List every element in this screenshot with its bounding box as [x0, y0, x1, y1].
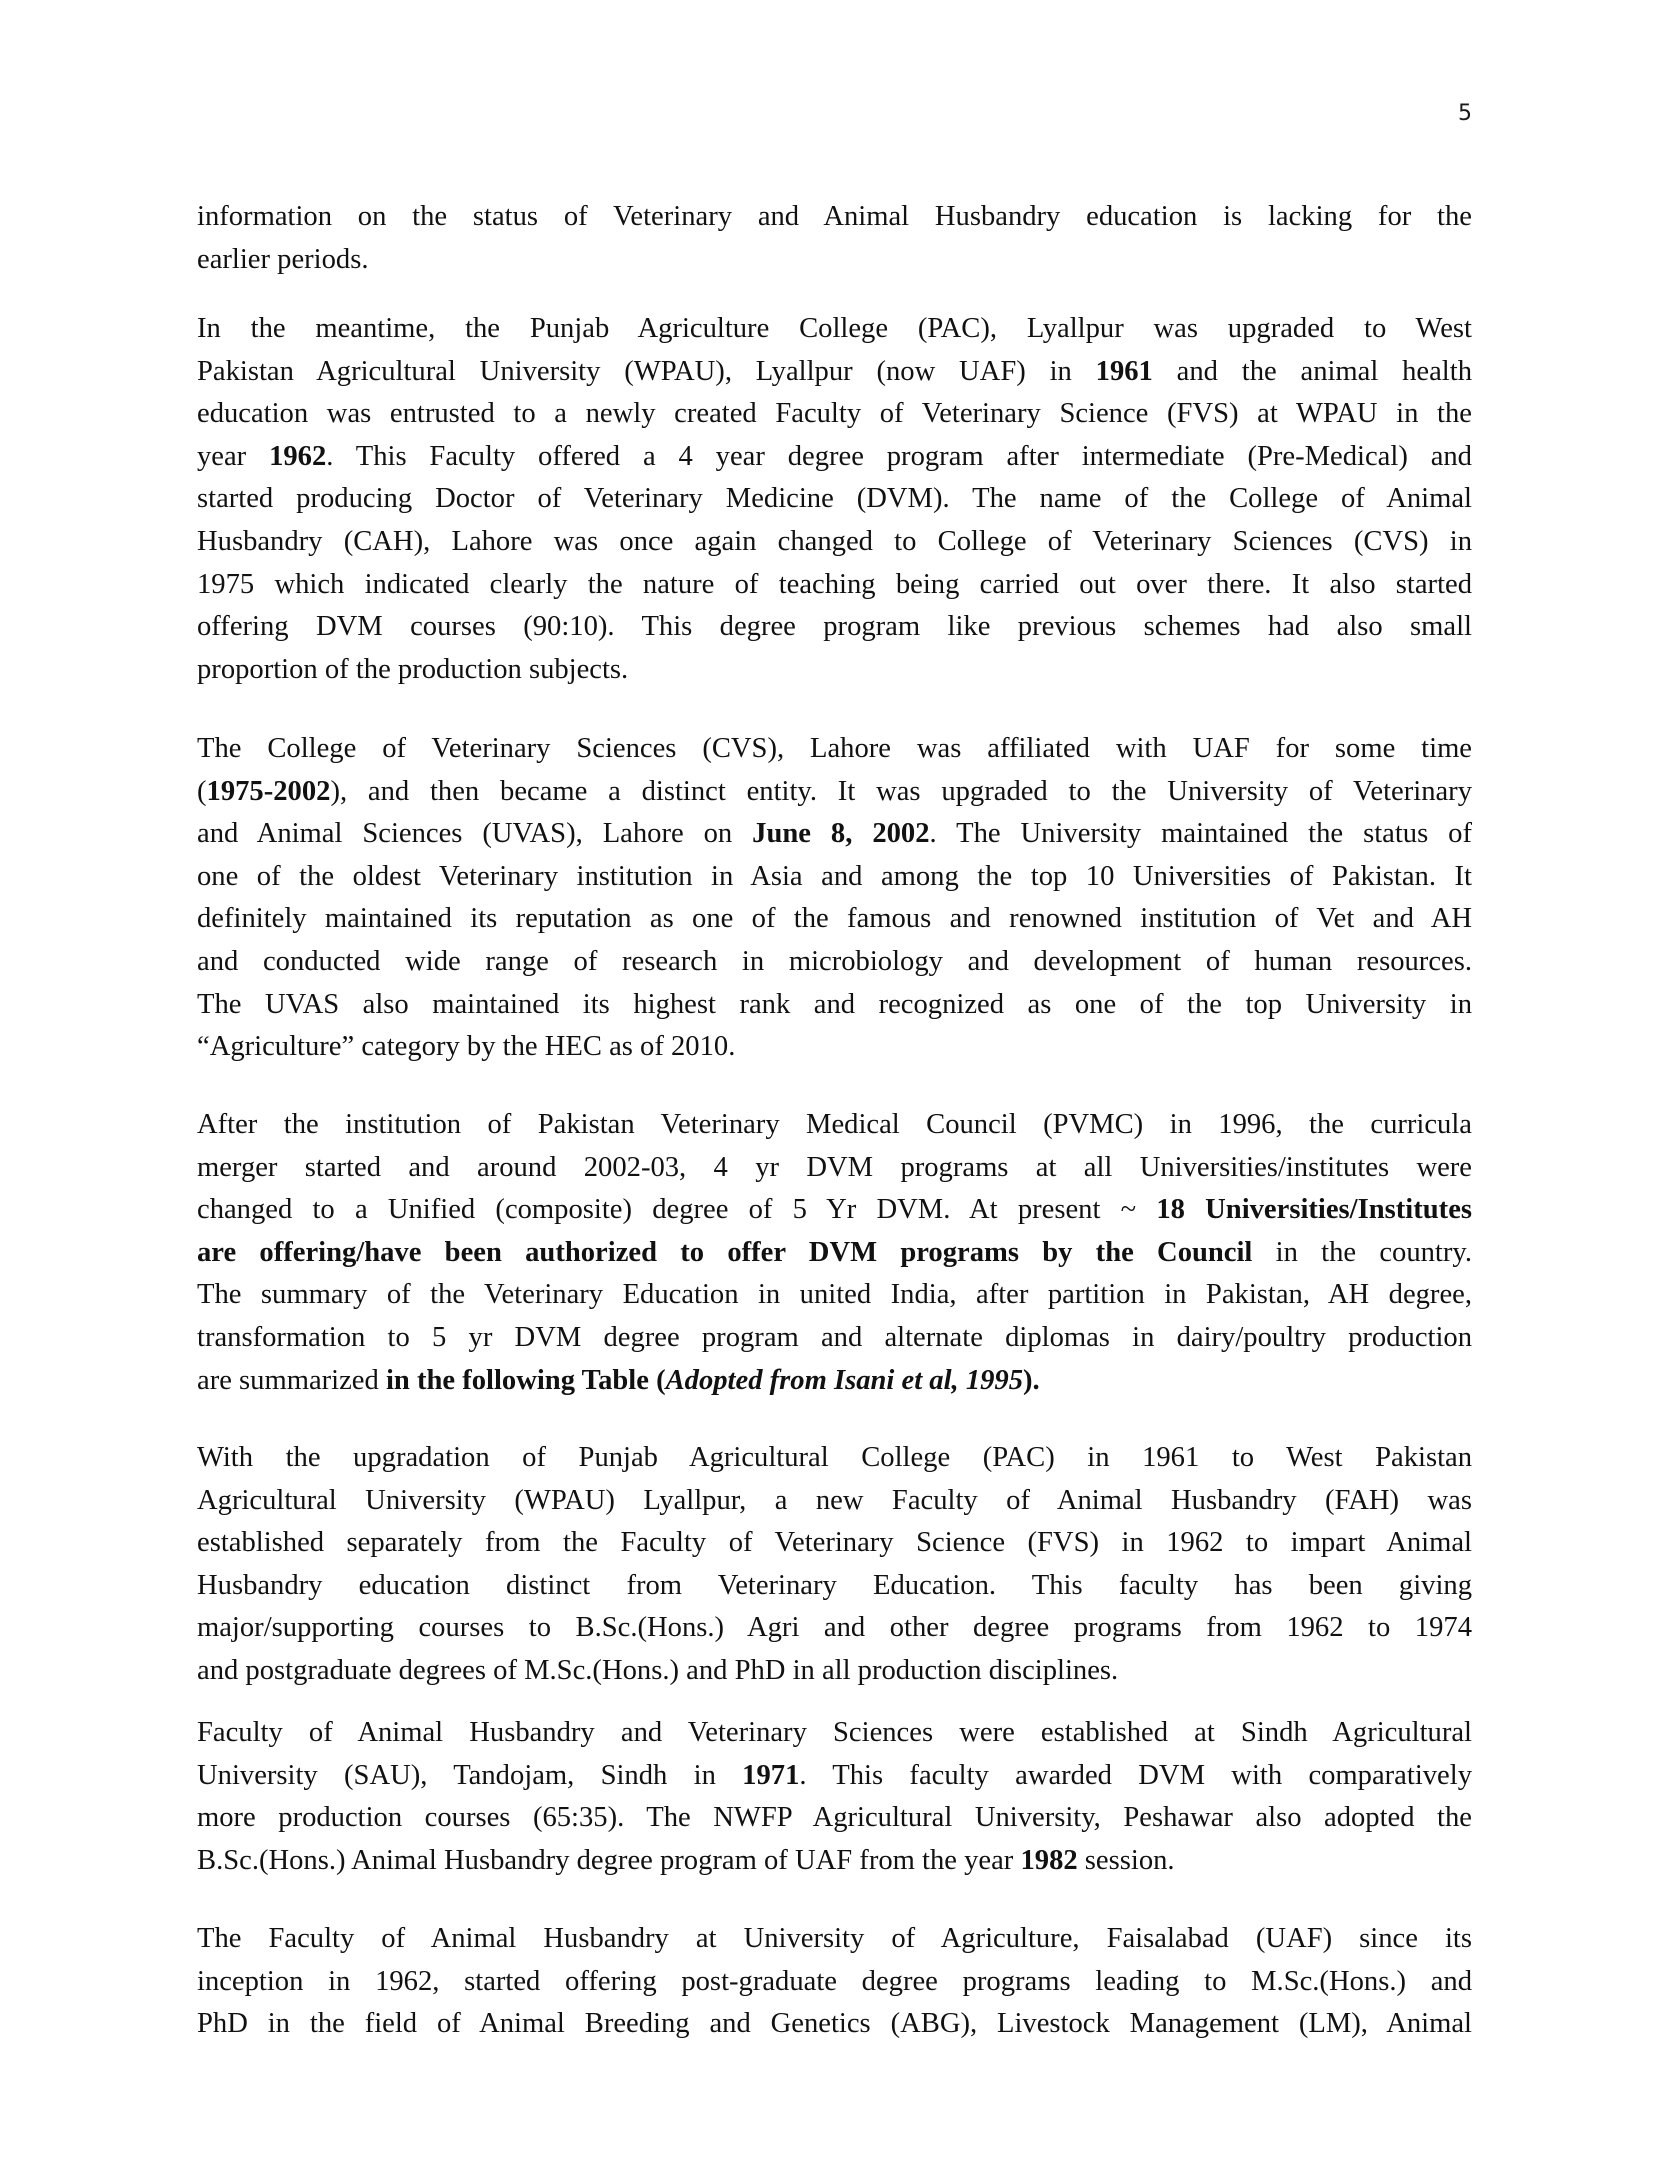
text-run: education was entrusted to a newly created Faculty of Veterinary Science (FVS) at WPAU in the	[197, 398, 1472, 430]
bold-text: in the following Table (	[385, 1364, 666, 1396]
bold-text: ).	[1023, 1364, 1040, 1396]
text-line	[197, 478, 1472, 521]
text-line	[197, 649, 1472, 692]
text-run: With the upgradation of Punjab Agricultural College (PAC) in 1961 to West Pakistan	[197, 1442, 1472, 1473]
text-run: In the meantime, the Punjab Agriculture College (PAC), Lyallpur was upgraded to West	[197, 313, 1472, 344]
page-number: 5	[1458, 101, 1472, 126]
bold-text: 1982	[1020, 1844, 1078, 1876]
text-run: more production courses (65:35). The NWFP Agricultural University, Peshawar also adopted the	[197, 1802, 1472, 1834]
text-line	[197, 1147, 1472, 1190]
text-run: started producing Doctor of Veterinary Medicine (DVM). The name of the College of Animal	[197, 483, 1472, 515]
paragraph	[197, 1918, 1472, 2046]
text-run: University (SAU), Tandojam, Sindh in	[197, 1759, 743, 1791]
text-run: are summarized	[197, 1364, 386, 1396]
text-run: . The University maintained the status of	[929, 818, 1472, 850]
text-line	[197, 1840, 1472, 1883]
paragraph	[197, 1104, 1472, 1402]
bold-italic-text: Adopted from Isani et al, 1995	[665, 1364, 1024, 1396]
text-line	[197, 856, 1472, 899]
text-line	[197, 351, 1472, 394]
text-line	[197, 1232, 1472, 1275]
bold-text: June 8, 2002	[752, 818, 930, 850]
text-line	[197, 1480, 1472, 1523]
text-run: session.	[1077, 1844, 1175, 1876]
text-line	[197, 1360, 1472, 1403]
text-run: and conducted wide range of research in microbiology and development of human resources.	[197, 945, 1472, 977]
text-line	[197, 2003, 1472, 2046]
text-run: 1975 which indicated clearly the nature of teaching being carried out over there. It also started	[197, 568, 1472, 600]
bold-text: 1961	[1095, 355, 1153, 387]
text-line	[197, 196, 1472, 239]
text-line	[197, 898, 1472, 941]
bold-text: are offering/have been authorized to offer DVM programs by the Council	[197, 1236, 1253, 1268]
text-run: transformation to 5 yr DVM degree program and alternate diplomas in dairy/poultry production	[197, 1321, 1472, 1353]
text-line	[197, 1317, 1472, 1360]
text-run: After the institution of Pakistan Veterinary Medical Council (PVMC) in 1996, the curricula	[197, 1109, 1472, 1140]
text-run: established separately from the Faculty of Veterinary Science (FVS) in 1962 to impart Animal	[197, 1527, 1472, 1559]
text-run: PhD in the field of Animal Breeding and Genetics (ABG), Livestock Management (LM), Animal	[197, 2008, 1472, 2040]
text-run: offering DVM courses (90:10). This degree program like previous schemes had also small	[197, 611, 1472, 643]
text-run: in the country.	[1252, 1236, 1472, 1268]
text-run: The UVAS also maintained its highest rank and recognized as one of the top University in	[197, 988, 1472, 1020]
paragraph	[197, 196, 1472, 281]
text-run: Husbandry (CAH), Lahore was once again changed to College of Veterinary Sciences (CVS) in	[197, 525, 1472, 557]
text-run: (	[197, 775, 207, 807]
text-line	[197, 1650, 1472, 1693]
text-line	[197, 1104, 1472, 1147]
text-line	[197, 984, 1472, 1027]
text-line	[197, 1437, 1472, 1480]
paragraph	[197, 308, 1472, 691]
text-run: . This faculty awarded DVM with comparatively	[799, 1759, 1472, 1791]
text-line	[197, 606, 1472, 649]
text-line	[197, 1797, 1472, 1840]
text-run: Faculty of Animal Husbandry and Veterinary Sciences were established at Sindh Agricultural	[197, 1717, 1472, 1748]
text-run: Agricultural University (WPAU) Lyallpur, a new Faculty of Animal Husbandry (FAH) was	[197, 1484, 1472, 1516]
text-run: proportion of the production subjects.	[197, 653, 629, 685]
text-run: B.Sc.(Hons.) Animal Husbandry degree program of UAF from the year	[197, 1844, 1021, 1876]
text-run: major/supporting courses to B.Sc.(Hons.) Agri and other degree programs from 1962 to 1974	[197, 1612, 1472, 1644]
text-line	[197, 1755, 1472, 1798]
text-run: and Animal Sciences (UVAS), Lahore on	[197, 818, 753, 850]
text-run: and postgraduate degrees of M.Sc.(Hons.) and PhD in all production disciplines.	[197, 1654, 1119, 1686]
bold-text: 1962	[269, 440, 327, 472]
text-line	[197, 1961, 1472, 2004]
text-run: changed to a Unified (composite) degree of 5 Yr DVM. At present ~	[197, 1194, 1157, 1226]
text-run: Pakistan Agricultural University (WPAU), Lyallpur (now UAF) in	[197, 355, 1096, 387]
text-run: earlier periods.	[197, 243, 369, 275]
text-line	[197, 1712, 1472, 1755]
text-run: one of the oldest Veterinary institution in Asia and among the top 10 Universities of Pakistan. It	[197, 860, 1472, 892]
text-run: ), and then became a distinct entity. It was upgraded to the University of Veterinary	[330, 775, 1472, 807]
text-line	[197, 813, 1472, 856]
text-line	[197, 308, 1472, 351]
bold-text: 18 Universities/Institutes	[1156, 1194, 1473, 1226]
text-line	[197, 1274, 1472, 1317]
text-line	[197, 1918, 1472, 1961]
paragraph	[197, 1712, 1472, 1882]
text-run: Husbandry education distinct from Veterinary Education. This faculty has been giving	[197, 1569, 1472, 1601]
bold-text: 1971	[742, 1759, 800, 1791]
text-run: The summary of the Veterinary Education in united India, after partition in Pakistan, AH degree,	[197, 1279, 1472, 1311]
text-run: The College of Veterinary Sciences (CVS), Lahore was affiliated with UAF for some time	[197, 733, 1472, 764]
text-run: merger started and around 2002-03, 4 yr DVM programs at all Universities/institutes were	[197, 1151, 1472, 1183]
text-run: information on the status of Veterinary and Animal Husbandry education is lacking for the	[197, 201, 1472, 232]
text-line	[197, 771, 1472, 814]
text-line	[197, 436, 1472, 479]
text-run: . This Faculty offered a 4 year degree program after intermediate (Pre-Medical) and	[326, 440, 1472, 472]
text-run: definitely maintained its reputation as one of the famous and renowned institution of Vet and AH	[197, 903, 1472, 935]
text-line	[197, 728, 1472, 771]
text-run: year	[197, 440, 270, 472]
bold-text: 1975-2002	[206, 775, 331, 807]
text-line	[197, 1522, 1472, 1565]
text-run: and the animal health	[1152, 355, 1472, 387]
text-line	[197, 1189, 1472, 1232]
text-line	[197, 521, 1472, 564]
text-line	[197, 941, 1472, 984]
text-line	[197, 564, 1472, 607]
text-line	[197, 393, 1472, 436]
paragraph	[197, 1437, 1472, 1693]
text-line	[197, 1026, 1472, 1069]
text-line	[197, 239, 1472, 282]
text-line	[197, 1565, 1472, 1608]
text-run: inception in 1962, started offering post-graduate degree programs leading to M.Sc.(Hons.) and	[197, 1965, 1472, 1997]
text-line	[197, 1607, 1472, 1650]
text-run: “Agriculture” category by the HEC as of 2010.	[197, 1031, 736, 1063]
text-run: The Faculty of Animal Husbandry at University of Agriculture, Faisalabad (UAF) since its	[197, 1923, 1472, 1954]
paragraph	[197, 728, 1472, 1069]
